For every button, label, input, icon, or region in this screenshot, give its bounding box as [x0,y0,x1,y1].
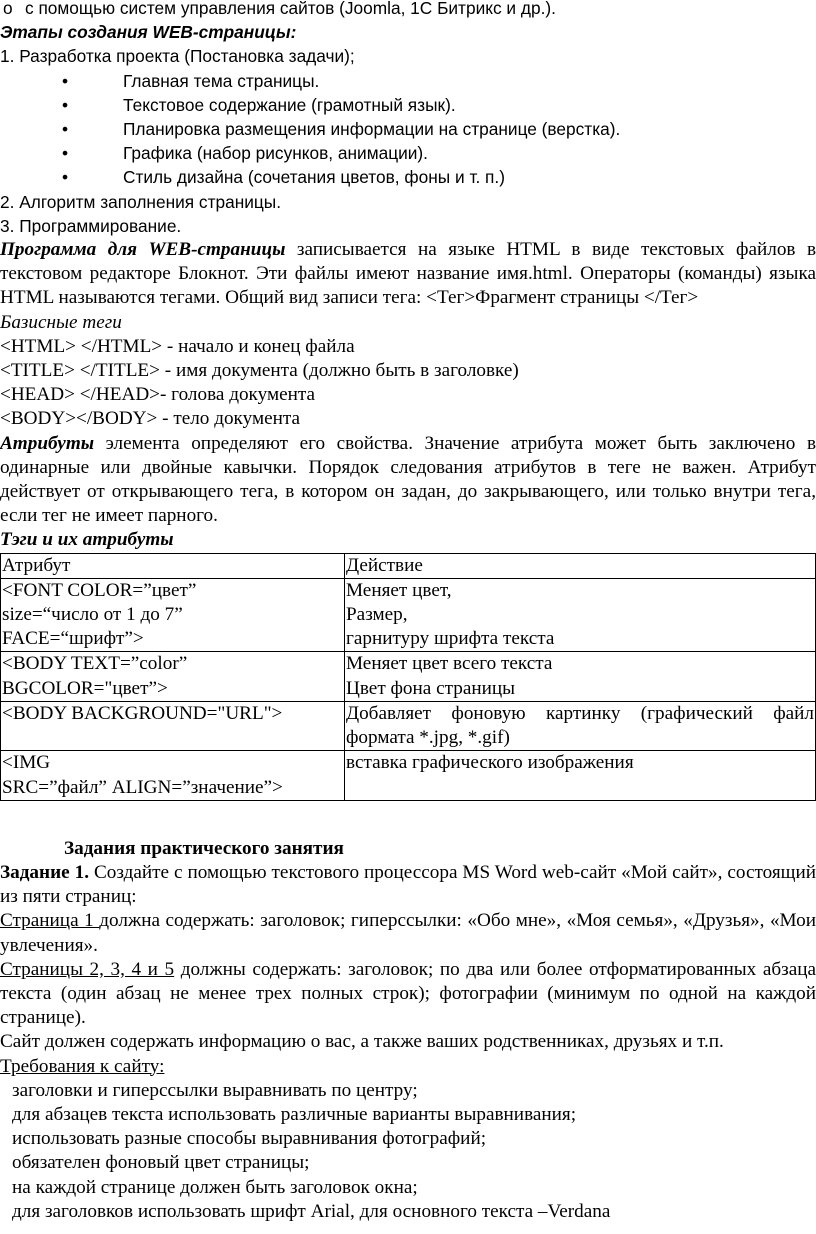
action-cell [345,751,816,800]
requirement-item: для абзацев текста использовать различные варианты выравнивания; [12,1103,577,1125]
table-heading: Тэги и их атрибуты [0,529,174,551]
program-lead: Программа для WEB-страницы [0,239,286,261]
intro-bullet-text: с помощью систем управления сайтов (Joomla, 1С Битрикс и др.). [25,0,556,18]
table-row [1,578,816,652]
stage-step-1: 1. Разработка проекта (Постановка задачи); [0,46,355,67]
action-cell [345,652,816,701]
basic-tags-heading: Базисные теги [0,311,122,333]
tags-table [0,553,816,801]
action-line: Цвет фона страницы [346,677,516,699]
requirement-item: обязателен фоновый цвет страницы; [12,1152,310,1174]
stage-item: • Стиль дизайна (сочетания цветов, фоны и т. п.) [0,165,816,189]
stage-item: • Главная тема страницы. [0,69,816,93]
page1-label: Страница 1 [0,910,100,932]
action-line: Меняет цвет, [346,579,452,601]
attributes-paragraph [0,432,816,529]
task1-label: Задание 1. [0,861,90,883]
stage-step-2: 2. Алгоритм заполнения страницы. [0,191,282,212]
pages-text: должны содержать: заголовок; по два или более отформатированных абзаца текста (один абзац не менее трех полных строк); фотографии (минимум по одной на каждой странице). [0,958,816,1029]
stage-item: • Планировка размещения информации на странице (верстка). [0,117,816,141]
stage-item: • Графика (набор рисунков, анимации). [0,141,816,165]
table-row [1,652,816,701]
action-line: Добавляет фоновую картинку (графический файл формата *.jpg, *.gif) [346,702,814,749]
attr-line: <FONT COLOR=”цвет” [2,579,197,601]
attr-line: BGCOLOR="цвет”> [2,677,168,699]
page1-text: должна содержать: заголовок; гиперссылки: «Обо мне», «Моя семья», «Друзья», «Мои увлечения». [0,910,816,956]
attr-line: <IMG [2,752,51,774]
action-line: гарнитуру шрифта текста [346,628,555,650]
table-row [1,751,816,800]
attributes-text: элемента определяют его свойства. Значение атрибута может быть заключено в одинарные или двойные кавычки. Порядок следования атрибутов в теге не важен. Атрибут действует от открывающего тега, в котором он задан, до закрывающего, или только внутри тега, если тег не имеет парного. [0,432,816,527]
basic-tag-item: <BODY></BODY> - тело документа [0,408,301,430]
site-info: Сайт должен содержать информацию о вас, а также ваших родственниках, друзьях и т.п. [0,1031,724,1053]
stage-item: • Текстовое содержание (грамотный язык). [0,93,816,117]
action-line: Размер, [346,604,408,626]
attr-line: <BODY TEXT=”color” [2,653,188,675]
task1-paragraph [0,861,816,909]
basic-tag-item: <TITLE> </TITLE> - имя документа (должно быть в заголовке) [0,360,519,382]
attr-cell [1,751,345,800]
attr-cell [1,578,345,652]
attr-line: FACE=“шрифт”> [2,628,144,650]
attr-cell [1,701,345,750]
basic-tag-item: <HEAD> </HEAD>- голова документа [0,384,316,406]
page1-paragraph [0,909,816,957]
program-paragraph [0,238,816,311]
stage-step-3: 3. Программирование. [0,215,182,236]
attr-line: <BODY BACKGROUND="URL"> [2,702,283,724]
attributes-lead: Атрибуты [0,432,95,454]
requirement-item: на каждой странице должен быть заголовок окна; [12,1176,418,1198]
action-line: вставка графического изображения [346,752,634,774]
hollow-bullet-icon: o [3,0,13,18]
program-text: записывается на языке HTML в виде текстовых файлов в текстовом редакторе Блокнот. Эти файлы имеют название имя.html. Операторы (команды) языка HTML называются тегами. Общий вид записи тега: <Тег>Фрагмент страницы </Тег> [0,239,816,309]
task1-text: Создайте с помощью текстового процессора MS Word web-сайт «Мой сайт», состоящий из пяти страниц: [0,861,816,908]
action-cell [345,701,816,750]
requirement-item: заголовки и гиперссылки выравнивать по центру; [12,1079,418,1101]
table-header-row [1,553,816,578]
table-row [1,701,816,750]
attr-cell [1,652,345,701]
intro-bullet-item [0,0,816,20]
basic-tag-item: <HTML> </HTML> - начало и конец файла [0,335,355,357]
action-cell [345,578,816,652]
table-header-cell: Атрибут [1,553,345,578]
stages-heading: Этапы создания WEB-страницы: [0,22,297,43]
tasks-heading: Задания практического занятия [64,837,344,859]
requirements-label: Требования к сайту: [0,1055,165,1077]
pages-label: Страницы 2, 3, 4 и 5 [0,958,175,980]
action-line: Меняет цвет всего текста [346,653,553,675]
requirement-item: для заголовков использовать шрифт Arial, для основного текста –Verdana [12,1200,611,1222]
table-header-cell: Действие [345,553,816,578]
requirement-item: использовать разные способы выравнивания фотографий; [12,1128,487,1150]
attr-line: size=“число от 1 до 7” [2,604,183,626]
attr-line: SRC=”файл” ALIGN=”значение”> [2,776,283,798]
spacer [0,801,816,837]
pages-paragraph [0,958,816,1031]
